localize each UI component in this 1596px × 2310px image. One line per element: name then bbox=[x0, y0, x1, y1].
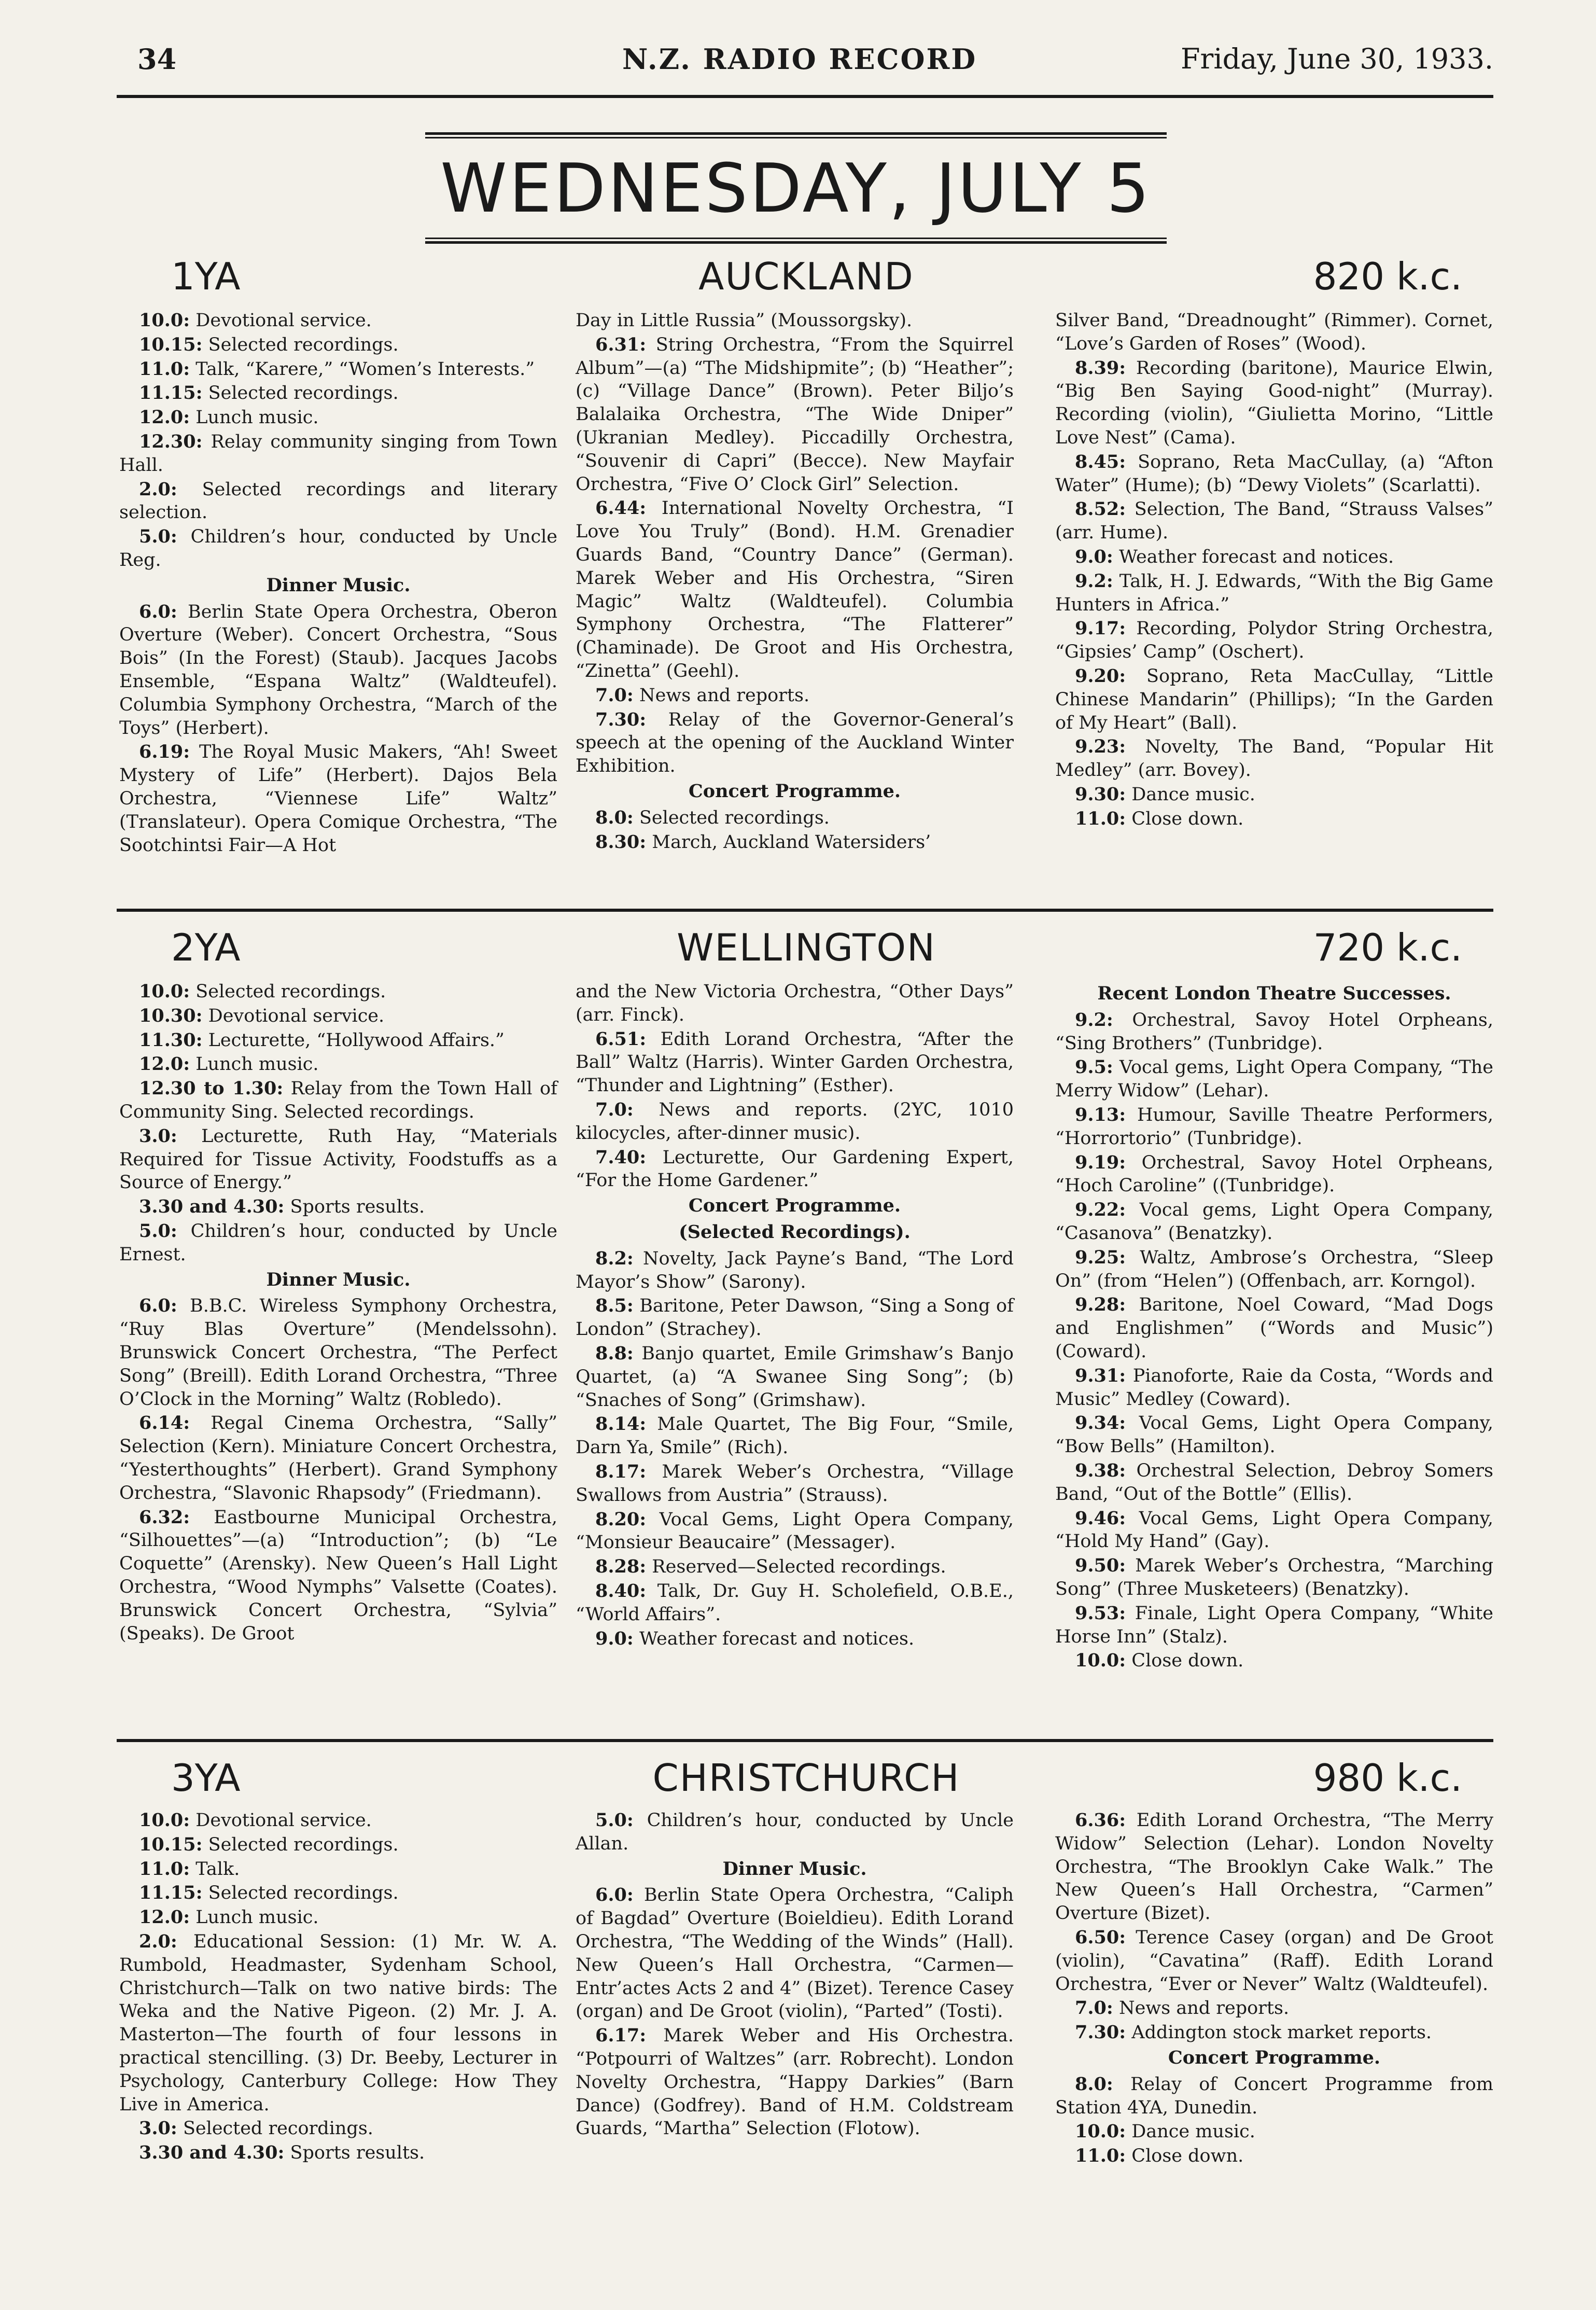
entry-time: 6.31: bbox=[595, 333, 647, 355]
programme-entry bbox=[1055, 1926, 1493, 1996]
entry-text: Finale, Light Opera Company, “White Horse Inn” (Stalz). bbox=[1055, 1603, 1493, 1647]
programme-entry bbox=[1055, 735, 1493, 782]
programme-entry bbox=[1055, 1649, 1493, 1673]
programme-entry bbox=[119, 601, 557, 740]
entry-time: 10.15: bbox=[139, 333, 203, 355]
entry-text: Talk, Dr. Guy H. Scholefield, O.B.E., “World Affairs”. bbox=[576, 1580, 1014, 1625]
programme-entry bbox=[1055, 2120, 1493, 2144]
column-1ya-3 bbox=[1055, 309, 1493, 832]
programme-entry bbox=[1055, 1151, 1493, 1198]
entry-time: 8.8: bbox=[595, 1342, 634, 1364]
section-heading: Concert Programme. bbox=[688, 1195, 901, 1217]
entry-time: 9.0: bbox=[595, 1627, 634, 1649]
entry-text: String Orchestra, “From the Squirrel Album”—(a) “The Midshipmite”; (b) “Heather”; (c) “Village Dance” (Brown). Peter Biljo’s Balalaika Orchestra, “The Wide Dniper” (Ukranian Medley). Piccadilly Orchestra, “Souvenir di Capri” (Becce). New Mayfair Orchestra, “Five O’ Clock Girl” Selection. bbox=[576, 334, 1014, 495]
section-heading: Dinner Music. bbox=[266, 1269, 411, 1290]
station-city: CHRISTCHURCH bbox=[652, 1756, 960, 1800]
programme-entry bbox=[119, 1053, 557, 1076]
section-rule-1 bbox=[117, 909, 1493, 912]
entry-time: 8.30: bbox=[595, 831, 647, 853]
entry-time: 12.0: bbox=[139, 407, 190, 428]
programme-entry bbox=[119, 1833, 557, 1857]
title-double-rule-top bbox=[425, 132, 1167, 138]
entry-time: 5.0: bbox=[595, 1810, 634, 1831]
entry-time: 6.51: bbox=[595, 1028, 647, 1050]
programme-entry bbox=[1055, 357, 1493, 450]
programme-entry bbox=[119, 1506, 557, 1646]
issue-date: Friday, June 30, 1933. bbox=[1181, 43, 1493, 75]
entry-time: 12.30 to 1.30: bbox=[139, 1078, 284, 1100]
programme-entry bbox=[119, 1930, 557, 2116]
programme-entry bbox=[576, 1809, 1014, 1856]
programme-entry bbox=[1055, 1246, 1493, 1293]
entry-text: Lunch music. bbox=[190, 1054, 319, 1075]
entry-time: 9.2: bbox=[1075, 570, 1113, 592]
entry-text: Relay from the Town Hall of Community Sing. Selected recordings. bbox=[119, 1078, 557, 1122]
entry-text: Banjo quartet, Emile Grimshaw’s Banjo Quartet, (a) “A Swanee Sing Song”; (b) “Snaches of Song” (Grimshaw). bbox=[576, 1343, 1014, 1411]
column-3ya-3 bbox=[1055, 1809, 1493, 2169]
programme-entry bbox=[576, 708, 1014, 778]
programme-entry bbox=[576, 1884, 1014, 2023]
day-title: WEDNESDAY, JULY 5 bbox=[440, 149, 1152, 228]
entry-time: 10.0: bbox=[1075, 2121, 1126, 2142]
entry-text: Reserved—Selected recordings. bbox=[646, 1556, 946, 1578]
station-call-sign: 3YA bbox=[171, 1756, 241, 1800]
entry-time: 8.52: bbox=[1075, 498, 1126, 520]
entry-text: Educational Session: (1) Mr. W. A. Rumbold, Headmaster, Sydenham School, Christchurch—Talk on two native birds: The Weka and the Native Pigeon. (2) Mr. J. A. Masterton—The fourth of four lessons in practical stencilling. (3) Dr. Beeby, Lecturer in Psychology, Canterbury College: How They Live in America. bbox=[119, 1931, 557, 2115]
entry-time: 2.0: bbox=[139, 1930, 177, 1952]
programme-entry bbox=[1055, 498, 1493, 545]
entry-text: Selection, The Band, “Strauss Valses” (arr. Hume). bbox=[1055, 499, 1493, 544]
entry-time: 6.0: bbox=[139, 601, 177, 622]
entry-text: Talk, H. J. Edwards, “With the Big Game Hunters in Africa.” bbox=[1055, 570, 1493, 615]
entry-time: 6.32: bbox=[139, 1506, 190, 1528]
entry-time: 8.2: bbox=[595, 1247, 634, 1269]
entry-text: Devotional service. bbox=[202, 1005, 385, 1026]
programme-entry bbox=[119, 309, 557, 332]
programme-entry bbox=[119, 1295, 557, 1411]
entry-time: 10.30: bbox=[139, 1005, 203, 1026]
programme-entry bbox=[1055, 1293, 1493, 1363]
programme-entry bbox=[119, 333, 557, 357]
programme-entry bbox=[1055, 1554, 1493, 1601]
entry-text: Orchestral, Savoy Hotel Orpheans, “Hoch Caroline” ((Tunbridge). bbox=[1055, 1152, 1493, 1196]
entry-time: 11.0: bbox=[139, 1858, 190, 1880]
entry-text: Recording, Polydor String Orchestra, “Gipsies’ Camp” (Oschert). bbox=[1055, 618, 1493, 663]
programme-entry bbox=[576, 1295, 1014, 1341]
entry-time: 11.15: bbox=[139, 1882, 203, 1904]
entry-time: 9.2: bbox=[1075, 1009, 1113, 1031]
column-1ya-1 bbox=[119, 309, 557, 858]
entry-text: Children’s hour, conducted by Uncle Allan. bbox=[576, 1810, 1014, 1854]
entry-text: Vocal Gems, Light Opera Company, “Monsieur Beaucaire” (Messager). bbox=[576, 1509, 1014, 1553]
entry-text: Silver Band, “Dreadnought” (Rimmer). Cornet, “Love’s Garden of Roses” (Wood). bbox=[1055, 310, 1493, 354]
programme-entry bbox=[119, 1809, 557, 1832]
entry-time: 8.45: bbox=[1075, 451, 1126, 472]
entry-text: Children’s hour, conducted by Uncle Ernest. bbox=[119, 1220, 557, 1265]
programme-entry bbox=[119, 1077, 557, 1124]
entry-text: Selected recordings. bbox=[202, 334, 399, 355]
programme-entry bbox=[1055, 1412, 1493, 1458]
programme-entry bbox=[576, 1460, 1014, 1507]
entry-time: 11.15: bbox=[139, 382, 203, 404]
programme-entry bbox=[576, 831, 1014, 854]
header-rule bbox=[117, 95, 1493, 98]
entry-text: Marek Weber and His Orchestra. “Potpourri of Waltzes” (arr. Robrecht). London Novelty Orchestra, “Happy Darkies” (Barn Dance) (Godfrey). Band of H.M. Coldstream Guards, “Martha” Selection (Flotow). bbox=[576, 2025, 1014, 2139]
entry-time: 9.5: bbox=[1075, 1056, 1113, 1078]
section-rule-2 bbox=[117, 1739, 1493, 1742]
entry-time: 11.0: bbox=[139, 358, 190, 380]
programme-entry bbox=[576, 684, 1014, 707]
entry-text: Lecturette, Ruth Hay, “Materials Required for Tissue Activity, Foodstuffs as a Source of Energy.” bbox=[119, 1125, 557, 1193]
programme-entry bbox=[1055, 1009, 1493, 1055]
programme-entry bbox=[119, 2141, 557, 2165]
entry-time: 11.30: bbox=[139, 1029, 203, 1051]
programme-entry bbox=[576, 1342, 1014, 1412]
entry-text: Recording (baritone), Maurice Elwin, “Big Ben Saying Good-night” (Murray). Recording (violin), “Giulietta Morino, “Little Love Nest” (Cama). bbox=[1055, 357, 1493, 448]
entry-text: and the New Victoria Orchestra, “Other Days” (arr. Finck). bbox=[576, 981, 1014, 1025]
programme-entry bbox=[576, 333, 1014, 496]
programme-entry bbox=[1055, 1809, 1493, 1925]
entry-text: Lunch music. bbox=[190, 1907, 319, 1928]
entry-time: 3.30 and 4.30: bbox=[139, 1196, 285, 1218]
programme-entry bbox=[119, 525, 557, 572]
entry-time: 8.0: bbox=[595, 806, 634, 828]
entry-time: 9.25: bbox=[1075, 1246, 1126, 1268]
entry-text: Selected recordings. bbox=[202, 1834, 399, 1855]
entry-text: Day in Little Russia” (Moussorgsky). bbox=[576, 310, 913, 331]
programme-entry bbox=[119, 980, 557, 1004]
entry-text: Relay community singing from Town Hall. bbox=[119, 431, 557, 476]
programme-entry bbox=[576, 1555, 1014, 1579]
entry-text: Selected recordings. bbox=[177, 2118, 373, 2139]
programme-entry bbox=[576, 2024, 1014, 2140]
entry-time: 11.0: bbox=[1075, 808, 1126, 829]
entry-time: 6.19: bbox=[139, 741, 190, 763]
entry-time: 6.0: bbox=[139, 1295, 177, 1317]
entry-text: Vocal Gems, Light Opera Company, “Bow Bells” (Hamilton). bbox=[1055, 1413, 1493, 1457]
programme-entry bbox=[119, 1906, 557, 1929]
programme-entry bbox=[1055, 570, 1493, 617]
entry-text: Devotional service. bbox=[190, 1810, 372, 1831]
station-frequency: 820 k.c. bbox=[1313, 255, 1462, 298]
entry-text: Devotional service. bbox=[190, 310, 372, 331]
programme-entry bbox=[119, 1005, 557, 1028]
entry-text: Marek Weber’s Orchestra, “Marching Song” (Three Musketeers) (Benatzky). bbox=[1055, 1555, 1493, 1599]
entry-time: 9.20: bbox=[1075, 665, 1126, 687]
entry-text: Terence Casey (organ) and De Groot (violin), “Cavatina” (Raff). Edith Lorand Orchestra, “Ever or Never” Waltz (Waldteufel). bbox=[1055, 1927, 1493, 1995]
entry-text: Waltz, Ambrose’s Orchestra, “Sleep On” (from “Helen”) (Offenbach, arr. Korngol). bbox=[1055, 1247, 1493, 1291]
entry-text: Vocal gems, Light Opera Company, “Casanova” (Benatzky). bbox=[1055, 1200, 1493, 1244]
station-city: WELLINGTON bbox=[677, 926, 936, 969]
programme-entry bbox=[576, 1580, 1014, 1626]
station-frequency: 980 k.c. bbox=[1313, 1756, 1462, 1800]
programme-entry bbox=[576, 1146, 1014, 1193]
programme-entry bbox=[119, 1195, 557, 1219]
entry-text: Dance music. bbox=[1126, 2121, 1255, 2142]
entry-time: 5.0: bbox=[139, 1220, 177, 1242]
entry-time: 8.20: bbox=[595, 1508, 647, 1530]
entry-text: Marek Weber’s Orchestra, “Village Swallows from Austria” (Strauss). bbox=[576, 1461, 1014, 1506]
entry-text: Eastbourne Municipal Orchestra, “Silhouettes”—(a) “Introduction”; (b) “Le Coquette” (Arensky). New Queen’s Hall Light Orchestra, “Wood Nymphs” Valsette (Coates). Brunswick Concert Orchestra, “Sylvia” (Speaks). De Groot bbox=[119, 1507, 557, 1644]
entry-time: 9.17: bbox=[1075, 618, 1126, 639]
programme-entry bbox=[576, 309, 1014, 332]
programme-entry bbox=[119, 1125, 557, 1194]
entry-time: 8.39: bbox=[1075, 357, 1126, 379]
entry-text: Lecturette, Our Gardening Expert, “For the Home Gardener.” bbox=[576, 1147, 1014, 1191]
entry-time: 7.0: bbox=[595, 1098, 634, 1120]
programme-entry bbox=[119, 1412, 557, 1505]
entry-text: Novelty, Jack Payne’s Band, “The Lord Mayor’s Show” (Sarony). bbox=[576, 1248, 1014, 1292]
entry-text: Orchestral Selection, Debroy Somers Band, “Out of the Bottle” (Ellis). bbox=[1055, 1460, 1493, 1505]
programme-entry bbox=[576, 1028, 1014, 1097]
entry-time: 6.36: bbox=[1075, 1810, 1126, 1831]
entry-text: Dance music. bbox=[1126, 784, 1255, 805]
programme-entry bbox=[576, 497, 1014, 683]
column-3ya-2 bbox=[576, 1809, 1014, 2141]
programme-entry bbox=[119, 1882, 557, 1905]
entry-time: 9.50: bbox=[1075, 1555, 1126, 1577]
entry-text: Close down. bbox=[1126, 1650, 1244, 1672]
entry-time: 12.0: bbox=[139, 1907, 190, 1928]
entry-text: Relay of Concert Programme from Station 4YA, Dunedin. bbox=[1055, 2074, 1493, 2118]
entry-time: 10.15: bbox=[139, 1833, 203, 1855]
section-heading: Concert Programme. bbox=[1168, 2047, 1381, 2068]
entry-time: 9.23: bbox=[1075, 736, 1126, 758]
programme-entry bbox=[576, 980, 1014, 1027]
entry-text: March, Auckland Watersiders’ bbox=[646, 831, 931, 853]
entry-time: 9.28: bbox=[1075, 1294, 1126, 1316]
entry-time: 8.5: bbox=[595, 1295, 634, 1317]
entry-time: 9.31: bbox=[1075, 1365, 1126, 1386]
entry-text: Berlin State Opera Orchestra, Oberon Overture (Weber). Concert Orchestra, “Sous Bois” (In the Forest) (Staub). Jacques Jacobs Ensemble, “Espana Waltz” (Waldteufel). Columbia Symphony Orchestra, “March of the Toys” (Herbert). bbox=[119, 601, 557, 739]
entry-text: Edith Lorand Orchestra, “The Merry Widow” Selection (Lehar). London Novelty Orchestra, “The Brooklyn Cake Walk.” The New Queen’s Hall Orchestra, “Carmen” Overture (Bizet). bbox=[1055, 1810, 1493, 1924]
entry-time: 8.0: bbox=[1075, 2073, 1113, 2095]
entry-text: Selected recordings. bbox=[202, 383, 399, 404]
programme-entry bbox=[119, 382, 557, 405]
programme-entry bbox=[1055, 1507, 1493, 1554]
entry-time: 9.30: bbox=[1075, 783, 1126, 805]
programme-entry bbox=[576, 1413, 1014, 1459]
entry-time: 9.38: bbox=[1075, 1459, 1126, 1481]
programme-entry bbox=[1055, 1459, 1493, 1506]
entry-text: Close down. bbox=[1126, 2146, 1244, 2167]
entry-text: Baritone, Peter Dawson, “Sing a Song of London” (Strachey). bbox=[576, 1296, 1014, 1340]
programme-entry bbox=[119, 1858, 557, 1881]
entry-time: 10.0: bbox=[139, 981, 190, 1002]
entry-time: 10.0: bbox=[1075, 1650, 1126, 1672]
station-header-3ya bbox=[119, 1755, 1493, 1801]
station-call-sign: 1YA bbox=[171, 255, 241, 298]
programme-entry bbox=[576, 1508, 1014, 1555]
entry-time: 12.30: bbox=[139, 430, 203, 452]
entry-text: Talk, “Karere,” “Women’s Interests.” bbox=[190, 358, 535, 380]
programme-entry bbox=[119, 430, 557, 477]
programme-entry bbox=[119, 1220, 557, 1267]
entry-time: 8.40: bbox=[595, 1580, 647, 1602]
entry-time: 11.0: bbox=[1075, 2145, 1126, 2167]
entry-time: 7.40: bbox=[595, 1146, 647, 1168]
entry-time: 7.30: bbox=[1075, 2022, 1126, 2043]
entry-text: Soprano, Reta MacCullay, “Little Chinese Mandarin” (Phillips); “In the Garden of My Heart” (Ball). bbox=[1055, 665, 1493, 733]
entry-time: 8.28: bbox=[595, 1556, 647, 1578]
programme-entry bbox=[576, 1247, 1014, 1294]
entry-text: Weather forecast and notices. bbox=[633, 1628, 915, 1649]
entry-time: 9.22: bbox=[1075, 1199, 1126, 1221]
running-head bbox=[119, 43, 1493, 79]
entry-time: 3.0: bbox=[139, 1125, 177, 1147]
entry-text: News and reports. bbox=[633, 685, 810, 706]
entry-time: 9.13: bbox=[1075, 1104, 1126, 1125]
entry-text: Orchestral, Savoy Hotel Orpheans, “Sing Brothers” (Tunbridge). bbox=[1055, 1009, 1493, 1054]
entry-time: 6.44: bbox=[595, 497, 647, 519]
programme-entry bbox=[119, 741, 557, 857]
programme-entry bbox=[1055, 2021, 1493, 2044]
programme-entry bbox=[1055, 1199, 1493, 1245]
programme-entry bbox=[119, 406, 557, 429]
entry-text: Lecturette, “Hollywood Affairs.” bbox=[202, 1029, 505, 1051]
programme-entry bbox=[1055, 808, 1493, 831]
entry-time: 9.0: bbox=[1075, 546, 1113, 567]
entry-text: Edith Lorand Orchestra, “After the Ball” Waltz (Harris). Winter Garden Orchestra, “Thunder and Lightning” (Esther). bbox=[576, 1028, 1014, 1096]
entry-time: 12.0: bbox=[139, 1053, 190, 1075]
entry-text: Sports results. bbox=[284, 1196, 425, 1218]
entry-time: 6.17: bbox=[595, 2025, 647, 2047]
column-2ya-2 bbox=[576, 980, 1014, 1651]
entry-text: Lunch music. bbox=[190, 407, 319, 428]
programme-entry bbox=[119, 1029, 557, 1052]
day-title-block bbox=[425, 132, 1167, 244]
programme-entry bbox=[1055, 546, 1493, 569]
station-call-sign: 2YA bbox=[171, 926, 241, 969]
entry-text: Vocal gems, Light Opera Company, “The Merry Widow” (Lehar). bbox=[1055, 1057, 1493, 1102]
page-number: 34 bbox=[137, 43, 177, 76]
programme-entry bbox=[1055, 1056, 1493, 1103]
entry-time: 9.34: bbox=[1075, 1412, 1126, 1434]
programme-entry bbox=[576, 1098, 1014, 1145]
entry-text: Soprano, Reta MacCullay, (a) “Afton Water” (Hume); (b) “Dewy Violets” (Scarlatti). bbox=[1055, 451, 1493, 496]
section-heading: Dinner Music. bbox=[722, 1858, 867, 1880]
station-header-1ya bbox=[119, 253, 1493, 300]
entry-text: The Royal Music Makers, “Ah! Sweet Mystery of Life” (Herbert). Dajos Bela Orchestra, “Viennese Life” Waltz” (Translateur). Opera Comique Orchestra, “The Sootchintsi Fair—A Hot bbox=[119, 742, 557, 856]
masthead: N.Z. RADIO RECORD bbox=[622, 43, 977, 76]
entry-text: Vocal Gems, Light Opera Company, “Hold My Hand” (Gay). bbox=[1055, 1508, 1493, 1552]
entry-time: 6.14: bbox=[139, 1412, 190, 1434]
programme-entry bbox=[1055, 665, 1493, 734]
column-2ya-3 bbox=[1055, 980, 1493, 1674]
station-header-2ya bbox=[119, 924, 1493, 971]
entry-time: 10.0: bbox=[139, 310, 190, 331]
entry-time: 9.19: bbox=[1075, 1151, 1126, 1173]
station-city: AUCKLAND bbox=[698, 255, 914, 298]
programme-entry bbox=[1055, 2073, 1493, 2120]
entry-text: Humour, Saville Theatre Performers, “Horrortorio” (Tunbridge). bbox=[1055, 1104, 1493, 1149]
programme-entry bbox=[1055, 1104, 1493, 1150]
programme-entry bbox=[119, 358, 557, 381]
entry-time: 7.0: bbox=[595, 684, 634, 706]
programme-entry bbox=[119, 478, 557, 525]
section-heading: Concert Programme. bbox=[688, 780, 901, 802]
programme-entry bbox=[1055, 451, 1493, 497]
programme-entry bbox=[1055, 309, 1493, 356]
entry-text: Selected recordings. bbox=[202, 1883, 399, 1904]
programme-entry bbox=[1055, 783, 1493, 806]
programme-entry bbox=[1055, 1602, 1493, 1649]
entry-text: Sports results. bbox=[284, 2142, 425, 2164]
programme-entry bbox=[119, 2117, 557, 2140]
entry-text: News and reports. (2YC, 1010 kilocycles, after-dinner music). bbox=[576, 1099, 1014, 1144]
entry-time: 10.0: bbox=[139, 1810, 190, 1831]
column-2ya-1 bbox=[119, 980, 557, 1646]
programme-entry bbox=[576, 1627, 1014, 1651]
entry-time: 9.46: bbox=[1075, 1507, 1126, 1529]
entry-text: International Novelty Orchestra, “I Love You Truly” (Bond). H.M. Grenadier Guards Band, “Country Dance” (German). Marek Weber and His Orchestra, “Siren Magic” Waltz (Waldteufel). Columbia Symphony Orchestra, “The Flatterer” (Chaminade). De Groot and His Orchestra, “Zinetta” (Geehl). bbox=[576, 498, 1014, 681]
title-double-rule-bottom bbox=[425, 238, 1167, 244]
entry-time: 6.50: bbox=[1075, 1926, 1126, 1948]
entry-text: Novelty, The Band, “Popular Hit Medley” (arr. Bovey). bbox=[1055, 736, 1493, 781]
section-heading: Recent London Theatre Successes. bbox=[1097, 983, 1451, 1004]
entry-text: Children’s hour, conducted by Uncle Reg. bbox=[119, 526, 557, 570]
entry-text: Weather forecast and notices. bbox=[1113, 546, 1394, 567]
column-3ya-1 bbox=[119, 1809, 557, 2166]
entry-text: Baritone, Noel Coward, “Mad Dogs and Englishmen” (“Words and Music”) (Coward). bbox=[1055, 1295, 1493, 1362]
entry-text: Male Quartet, The Big Four, “Smile, Darn Ya, Smile” (Rich). bbox=[576, 1414, 1014, 1458]
entry-text: News and reports. bbox=[1113, 1998, 1290, 2019]
entry-time: 5.0: bbox=[139, 526, 177, 548]
entry-text: Relay of the Governor-General’s speech at the opening of the Auckland Winter Exhibition. bbox=[576, 709, 1014, 777]
entry-time: 3.30 and 4.30: bbox=[139, 2142, 285, 2164]
entry-time: 7.30: bbox=[595, 708, 647, 730]
programme-entry bbox=[1055, 1365, 1493, 1411]
station-frequency: 720 k.c. bbox=[1313, 926, 1462, 969]
entry-text: Close down. bbox=[1126, 808, 1244, 829]
entry-time: 8.17: bbox=[595, 1460, 647, 1482]
programme-entry bbox=[1055, 617, 1493, 664]
section-heading: Dinner Music. bbox=[266, 574, 411, 596]
entry-text: Talk. bbox=[190, 1858, 240, 1880]
entry-time: 9.53: bbox=[1075, 1602, 1126, 1624]
programme-entry bbox=[576, 806, 1014, 830]
entry-text: B.B.C. Wireless Symphony Orchestra, “Ruy Blas Overture” (Mendelssohn). Brunswick Concert Orchestra, “The Perfect Song” (Breill). Edith Lorand Orchestra, “Three O’Clock in the Morning” Waltz (Robledo). bbox=[119, 1296, 557, 1410]
entry-time: 2.0: bbox=[139, 478, 177, 500]
entry-text: Berlin State Opera Orchestra, “Caliph of Bagdad” Overture (Boieldieu). Edith Lorand Orchestra, “The Wedding of the Winds” (Hall). New Queen’s Hall Orchestra, “Carmen—Entr’actes Acts 2 and 4” (Bizet). Terence Casey (organ) and De Groot (violin), “Parted” (Tosti). bbox=[576, 1885, 1014, 2022]
entry-text: Pianoforte, Raie da Costa, “Words and Music” Medley (Coward). bbox=[1055, 1365, 1493, 1410]
entry-text: Selected recordings. bbox=[633, 807, 830, 828]
entry-text: Selected recordings and literary selection. bbox=[119, 479, 557, 523]
programme-entry bbox=[1055, 1997, 1493, 2020]
entry-time: 8.14: bbox=[595, 1413, 647, 1435]
entry-time: 6.0: bbox=[595, 1884, 634, 1906]
entry-time: 7.0: bbox=[1075, 1997, 1113, 2019]
section-subheading: (Selected Recordings). bbox=[679, 1221, 911, 1243]
programme-entry bbox=[1055, 2145, 1493, 2168]
entry-time: 3.0: bbox=[139, 2118, 177, 2139]
entry-text: Regal Cinema Orchestra, “Sally” Selection (Kern). Miniature Concert Orchestra, “Yesterthoughts” (Herbert). Grand Symphony Orchestra, “Slavonic Rhapsody” (Friedmann). bbox=[119, 1413, 557, 1504]
entry-text: Selected recordings. bbox=[190, 981, 386, 1002]
entry-text: Addington stock market reports. bbox=[1126, 2022, 1432, 2043]
column-1ya-2 bbox=[576, 309, 1014, 855]
